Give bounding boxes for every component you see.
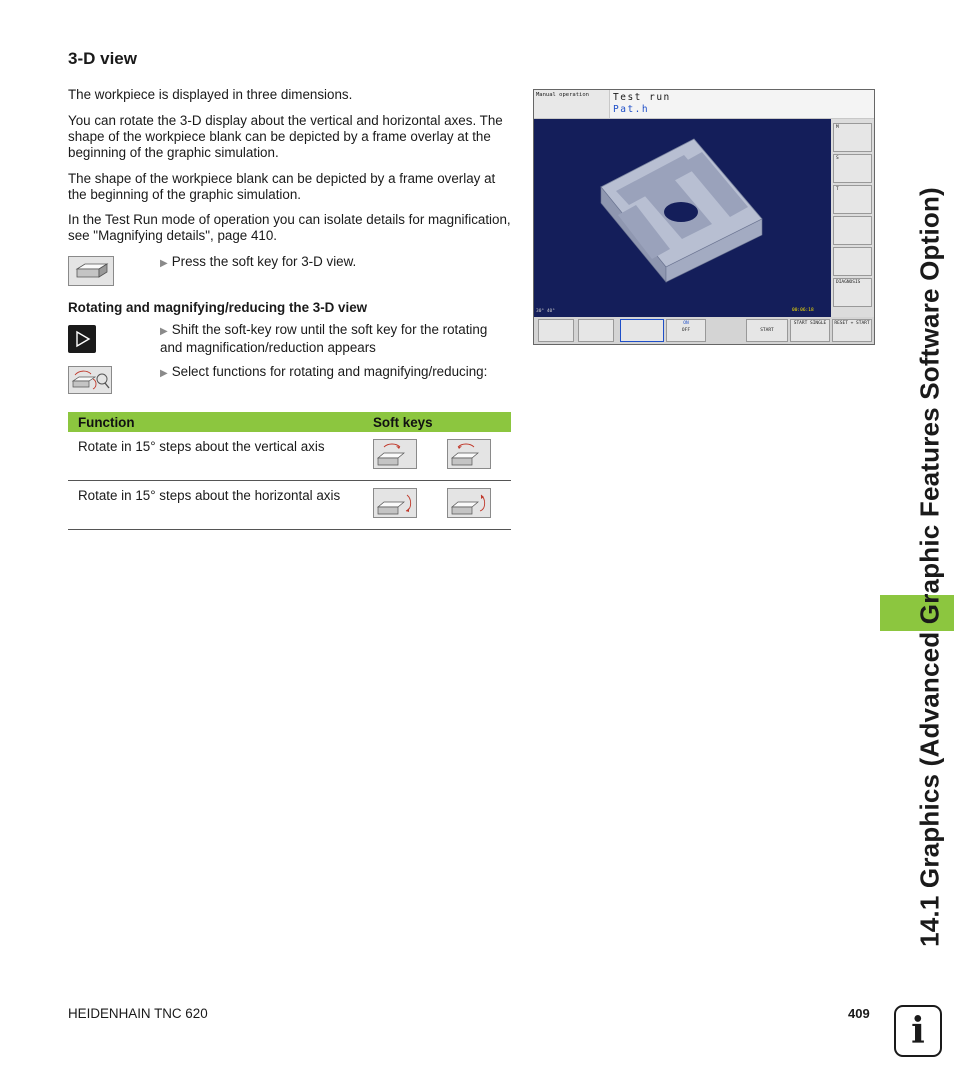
table-cell-function: Rotate in 15° steps about the vertical axis	[68, 432, 363, 481]
step-select-functions: ▶ Select functions for rotating and magnifying/reducing:	[160, 364, 488, 379]
chapter-side-title: 14.1 Graphics (Advanced Graphic Features Software Option)	[914, 187, 945, 948]
subheading: Rotating and magnifying/reducing the 3-D view	[68, 300, 368, 315]
softkey-3d-view[interactable]	[620, 319, 664, 342]
simulation-time: 00:06:18	[792, 308, 814, 313]
bottom-softkey-bar	[534, 317, 874, 344]
softkey-t[interactable]: T	[833, 185, 872, 214]
step-3d-view: ▶ Press the soft key for 3-D view.	[160, 254, 357, 269]
softkey-reset-start[interactable]: RESET + START	[832, 319, 872, 342]
screen-title: Test run	[613, 92, 671, 103]
workpiece-3d-graphic	[534, 119, 831, 317]
softkey-m[interactable]: M	[833, 123, 872, 152]
softkey-start[interactable]: START	[746, 319, 788, 342]
paragraph-3: The shape of the workpiece blank can be depicted by a frame overlay at the beginning of the graphic simulation.	[68, 171, 496, 202]
screen-title-area	[610, 90, 874, 118]
softkey-on-off[interactable]: ON OFF	[666, 319, 706, 342]
screen-program-name: Pat.h	[613, 104, 650, 115]
step-shift-softkey-row: ▶ Shift the soft-key row until the soft key for the rotating and magnification/reduction appears	[160, 322, 488, 355]
rotate-horizontal-down-softkey-icon	[373, 488, 417, 518]
softkey-start-single[interactable]: START SINGLE	[790, 319, 830, 342]
paragraph-4: In the Test Run mode of operation you can isolate details for magnification, see "Magnifying details", page 410.	[68, 212, 511, 243]
function-table	[68, 412, 511, 530]
softkey-frame[interactable]	[538, 319, 574, 342]
paragraph-1: The workpiece is displayed in three dimensions.	[68, 87, 353, 102]
paragraph-2: You can rotate the 3-D display about the vertical and horizontal axes. The shape of the workpiece blank can be depicted by a frame overlay at the beginning of the graphic simulation.	[68, 113, 503, 160]
table-cell-softkeys	[363, 432, 511, 481]
next-softkey-row-key-icon	[68, 325, 96, 353]
info-icon: i	[894, 1005, 942, 1057]
rotate-vertical-right-softkey-icon	[447, 439, 491, 469]
softkey-empty-2[interactable]	[833, 247, 872, 276]
table-cell-softkeys	[363, 481, 511, 530]
table-row	[68, 432, 511, 481]
screen-mode-label: Manual operation	[534, 90, 609, 118]
tnc-screen	[533, 89, 875, 345]
softkey-views[interactable]	[578, 319, 614, 342]
softkey-s[interactable]: S	[833, 154, 872, 183]
right-softkey-bar	[831, 119, 874, 317]
step-arrow-icon: ▶	[160, 326, 168, 337]
softkey-diagnosis[interactable]: DIAGNOSIS	[833, 278, 872, 307]
graphic-view	[534, 119, 831, 317]
table-row	[68, 481, 511, 530]
rotate-magnify-softkey-icon	[68, 366, 112, 394]
page-number: 409	[848, 1006, 870, 1021]
view-angle-readout: 30° 40°	[536, 309, 555, 314]
step-arrow-icon: ▶	[160, 258, 168, 269]
table-cell-function: Rotate in 15° steps about the horizontal axis	[68, 481, 363, 530]
step-arrow-icon: ▶	[160, 368, 168, 379]
table-header-function: Function	[68, 412, 363, 432]
section-heading: 3-D view	[68, 49, 137, 68]
rotate-vertical-left-softkey-icon	[373, 439, 417, 469]
softkey-empty-1[interactable]	[833, 216, 872, 245]
3d-view-softkey-icon	[68, 256, 114, 286]
table-header-softkeys: Soft keys	[363, 412, 511, 432]
footer-product: HEIDENHAIN TNC 620	[68, 1006, 208, 1021]
rotate-horizontal-up-softkey-icon	[447, 488, 491, 518]
